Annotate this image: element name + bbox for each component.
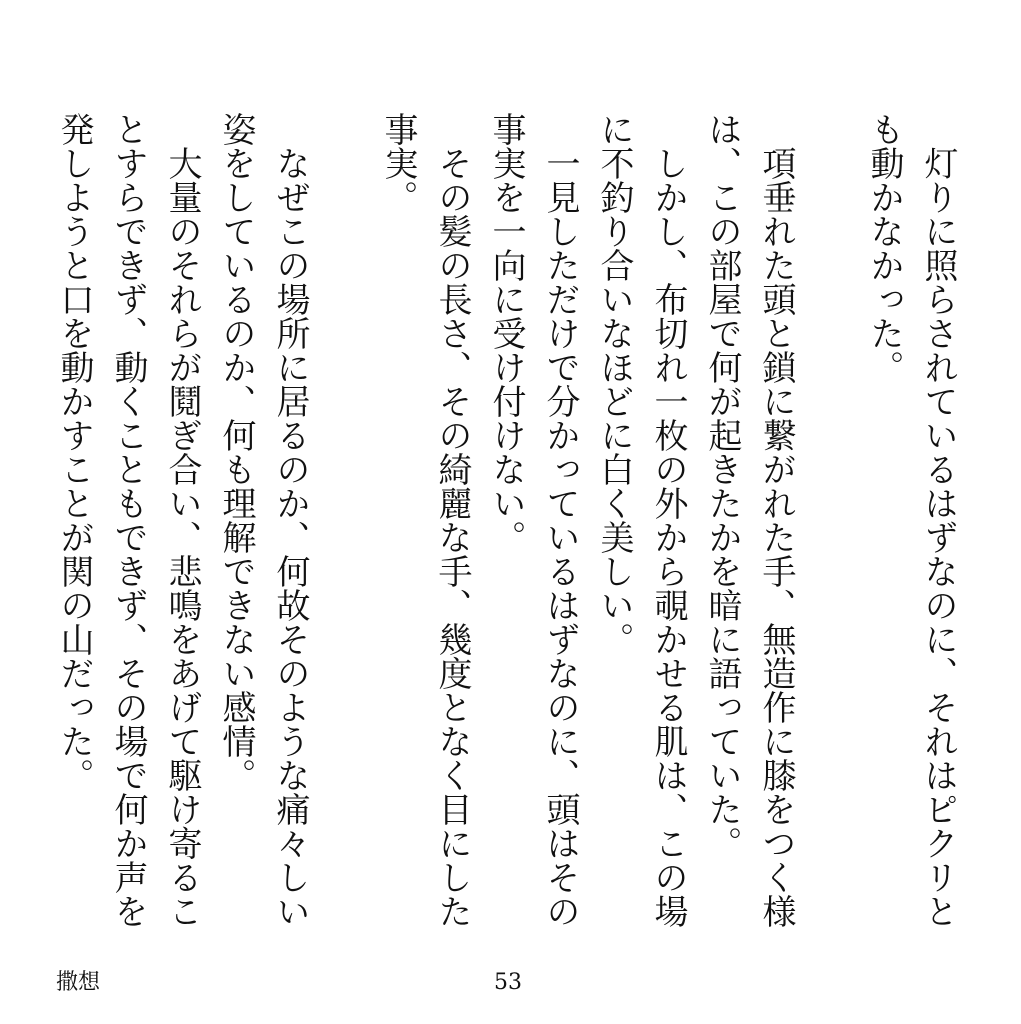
paragraph: しかし、布切れ一枚の外から覗かせる肌は、この場に不釣り合いなほどに白く美しい。 [594, 112, 688, 928]
paragraph: 一見しただけで分かっているはずなのに、頭はその事実を一向に受け付けない。 [486, 112, 580, 928]
paragraph: 項垂れた頭と鎖に繋がれた手、無造作に膝をつく様は、この部屋で何が起きたかを暗に語っていた。 [702, 112, 796, 928]
footer-title: 撒想 [56, 970, 101, 995]
paragraph: その髪の長さ、その綺麗な手、幾度となく目にした事実。 [378, 112, 472, 928]
body-text [54, 112, 965, 932]
paragraph: 大量のそれらが鬩ぎ合い、悲鳴をあげて駆け寄ることすらできず、動くこともできず、その場で何か声を発しようと口を動かすことが関の山だった。 [54, 112, 202, 928]
blank-line [803, 112, 857, 932]
blank-line [317, 112, 371, 932]
paragraph: なぜこの場所に居るのか、何故そのような痛々しい姿をしているのか、何も理解できない感情。 [216, 112, 310, 928]
page-number: 53 [494, 970, 522, 995]
paragraph: 灯りに照らされているはずなのに、それはピクリとも動かなかった。 [864, 112, 958, 928]
